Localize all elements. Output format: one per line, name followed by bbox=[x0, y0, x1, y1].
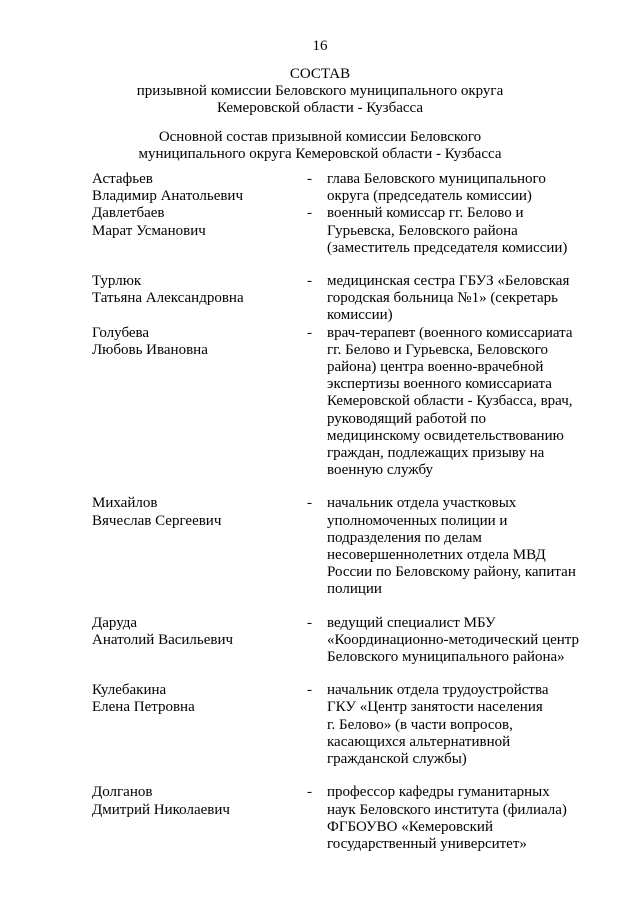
member-role-line: Кемеровской области - Кузбасса, врач, bbox=[327, 393, 573, 410]
member-surname: Голубева bbox=[92, 324, 150, 341]
member-name bbox=[92, 171, 302, 205]
member-role-line: Гурьевска, Беловского района bbox=[327, 222, 518, 239]
member-spacer bbox=[92, 257, 592, 273]
member-name bbox=[92, 325, 302, 359]
member-entry bbox=[92, 273, 592, 325]
member-given-names: Елена Петровна bbox=[92, 699, 195, 716]
member-dash: - bbox=[307, 784, 312, 801]
document-title-block bbox=[0, 66, 640, 118]
document-title: СОСТАВ bbox=[289, 66, 351, 82]
member-dash: - bbox=[307, 205, 312, 222]
document-title-line: призывной комиссии Беловского муниципального округа bbox=[136, 83, 504, 100]
member-role-line: профессор кафедры гуманитарных bbox=[327, 784, 550, 801]
member-name bbox=[92, 784, 302, 818]
member-dash: - bbox=[307, 324, 312, 341]
member-surname: Долганов bbox=[92, 784, 153, 801]
member-name bbox=[92, 615, 302, 649]
member-role-line: уполномоченных полиции и bbox=[327, 512, 508, 529]
member-role-line: наук Беловского института (филиала) bbox=[327, 801, 567, 818]
member-surname: Давлетбаев bbox=[92, 205, 165, 222]
member-role bbox=[327, 784, 592, 853]
member-role-line: ведущий специалист МБУ bbox=[327, 614, 496, 631]
member-role-line: комиссии) bbox=[327, 307, 393, 324]
member-given-names: Дмитрий Николаевич bbox=[92, 801, 230, 818]
member-given-names: Вячеслав Сергеевич bbox=[92, 512, 222, 529]
member-role-line: гг. Белово и Гурьевска, Беловского bbox=[327, 341, 549, 358]
member-role bbox=[327, 615, 592, 667]
member-entry bbox=[92, 784, 592, 853]
members-list bbox=[92, 171, 592, 853]
member-role-line: гражданской службы) bbox=[327, 751, 467, 768]
member-role-line: округа (председатель комиссии) bbox=[327, 188, 532, 205]
member-dash: - bbox=[307, 682, 312, 699]
member-role-line: государственный университет» bbox=[327, 835, 527, 852]
member-entry bbox=[92, 682, 592, 768]
member-spacer bbox=[92, 479, 592, 495]
member-name bbox=[92, 682, 302, 716]
member-role-line: ГКУ «Центр занятости населения bbox=[327, 699, 543, 716]
member-role bbox=[327, 273, 592, 325]
member-entry bbox=[92, 325, 592, 480]
member-role bbox=[327, 325, 592, 480]
member-role-line: России по Беловскому району, капитан bbox=[327, 564, 576, 581]
member-role-line: медицинская сестра ГБУЗ «Беловская bbox=[327, 273, 570, 290]
member-spacer bbox=[92, 666, 592, 682]
member-role-line: глава Беловского муниципального bbox=[327, 171, 546, 187]
member-role-line: экспертизы военного комиссариата bbox=[327, 376, 552, 393]
member-surname: Астафьев bbox=[92, 171, 153, 187]
member-dash: - bbox=[307, 495, 312, 512]
member-role-line: начальник отдела трудоустройства bbox=[327, 682, 549, 699]
member-role-line: Беловского муниципального района» bbox=[327, 649, 565, 666]
member-entry bbox=[92, 495, 592, 598]
page-number: 16 bbox=[312, 38, 328, 54]
member-role-line: полиции bbox=[327, 581, 382, 598]
member-role-line: военный комиссар гг. Белово и bbox=[327, 205, 524, 222]
member-role bbox=[327, 682, 592, 768]
member-role-line: военную службу bbox=[327, 462, 434, 479]
member-dash: - bbox=[307, 273, 312, 290]
member-name bbox=[92, 205, 302, 239]
member-surname: Турлюк bbox=[92, 273, 142, 290]
member-role bbox=[327, 171, 592, 205]
member-role-line: городская больница №1» (секретарь bbox=[327, 290, 558, 307]
member-given-names: Анатолий Васильевич bbox=[92, 631, 234, 648]
member-given-names: Владимир Анатольевич bbox=[92, 188, 244, 205]
member-spacer bbox=[92, 768, 592, 784]
member-surname: Михайлов bbox=[92, 495, 158, 512]
document-title-line: Кемеровской области - Кузбасса bbox=[216, 100, 424, 117]
member-role-line: руководящий работой по bbox=[327, 410, 487, 427]
member-name bbox=[92, 273, 302, 307]
member-role-line: несовершеннолетних отдела МВД bbox=[327, 547, 546, 564]
member-surname: Кулебакина bbox=[92, 682, 167, 699]
section-heading-line: муниципального округа Кемеровской области - Кузбасса bbox=[138, 146, 502, 163]
member-spacer bbox=[92, 599, 592, 615]
member-entry bbox=[92, 205, 592, 257]
member-role-line: района) центра военно-врачебной bbox=[327, 359, 544, 376]
member-role bbox=[327, 495, 592, 598]
member-role-line: ФГБОУВО «Кемеровский bbox=[327, 818, 493, 835]
member-role-line: граждан, подлежащих призыву на bbox=[327, 445, 545, 462]
member-given-names: Любовь Ивановна bbox=[92, 341, 208, 358]
member-name bbox=[92, 495, 302, 529]
member-role-line: (заместитель председателя комиссии) bbox=[327, 239, 568, 256]
member-role-line: подразделения по делам bbox=[327, 529, 482, 546]
member-dash: - bbox=[307, 171, 312, 187]
member-dash: - bbox=[307, 614, 312, 631]
section-heading-line: Основной состав призывной комиссии Беловского bbox=[158, 129, 482, 145]
member-surname: Даруда bbox=[92, 614, 138, 631]
member-role-line: начальник отдела участковых bbox=[327, 495, 517, 512]
member-given-names: Татьяна Александровна bbox=[92, 290, 244, 307]
member-role-line: «Координационно-методический центр bbox=[327, 631, 580, 648]
member-role-line: врач-терапевт (военного комиссариата bbox=[327, 324, 573, 341]
member-role-line: касающихся альтернативной bbox=[327, 733, 511, 750]
member-given-names: Марат Усманович bbox=[92, 222, 206, 239]
member-entry bbox=[92, 171, 592, 205]
member-entry bbox=[92, 615, 592, 667]
member-role bbox=[327, 205, 592, 257]
section-heading bbox=[0, 129, 640, 163]
member-role-line: г. Белово» (в части вопросов, bbox=[327, 716, 513, 733]
member-role-line: медицинскому освидетельствованию bbox=[327, 427, 564, 444]
